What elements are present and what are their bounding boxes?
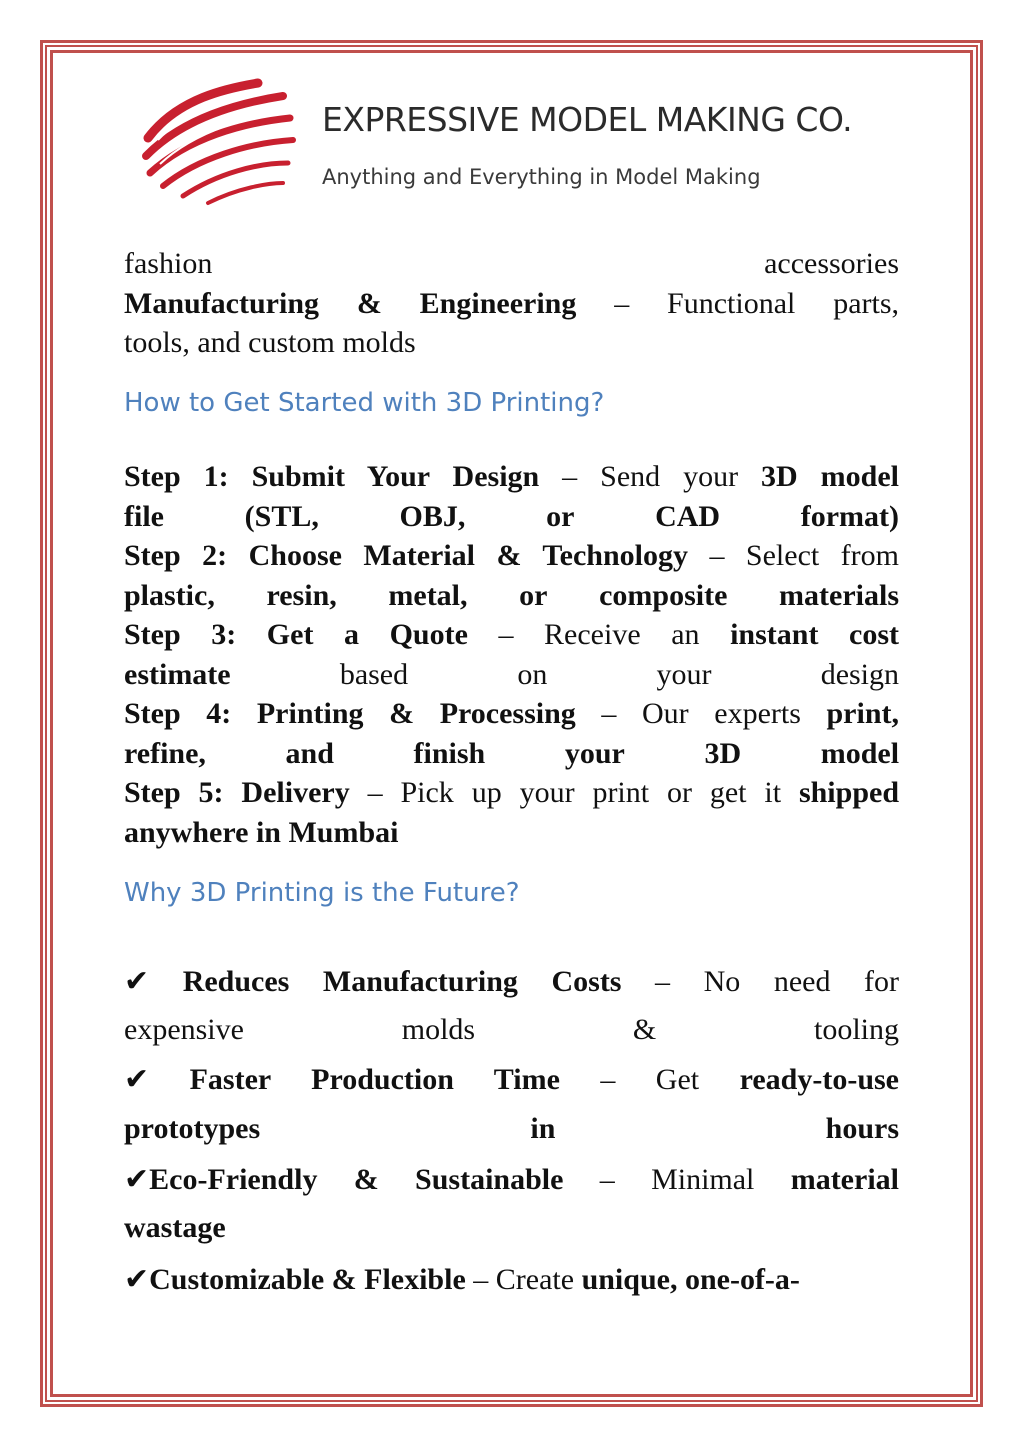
intro-line-3: tools, and custom molds	[124, 326, 416, 359]
step-3-line-1	[124, 615, 899, 655]
step-5-title: Step 5: Delivery	[124, 776, 350, 809]
step-1-line-1	[124, 457, 899, 497]
step-1-text: – Send your	[539, 460, 762, 493]
benefit-3-text: – Minimal	[563, 1163, 791, 1196]
step-5-line-2	[124, 813, 899, 853]
word: or	[519, 578, 548, 612]
word: resin,	[266, 578, 337, 612]
word: molds	[401, 1013, 476, 1046]
benefit-3-line-1	[124, 1156, 899, 1204]
word: based	[339, 657, 409, 691]
brand-logo-icon	[138, 78, 298, 208]
heading-get-started: How to Get Started with 3D Printing?	[124, 388, 605, 418]
step-3-title: Step 3: Get a Quote	[124, 618, 468, 651]
benefit-1-line-2	[124, 1006, 899, 1056]
brand-name: EXPRESSIVE MODEL MAKING CO.	[322, 100, 853, 139]
step-3-line-2	[124, 655, 899, 695]
check-icon: ✔	[124, 1062, 150, 1097]
word: file	[124, 499, 164, 533]
benefit-2-text: – Get	[559, 1063, 740, 1096]
word: model	[820, 736, 899, 770]
word: 3D	[704, 736, 742, 770]
intro-line-1	[124, 244, 899, 284]
heading-future: Why 3D Printing is the Future?	[124, 878, 520, 908]
benefit-2-line-2	[124, 1105, 899, 1156]
step-1-title: Step 1: Submit Your Design	[124, 460, 540, 493]
steps-block	[124, 457, 899, 852]
step-2-title: Step 2: Choose Material & Technology	[124, 539, 688, 572]
intro-word: accessories	[764, 247, 899, 280]
benefit-4-text: – Create	[465, 1263, 582, 1296]
benefit-2-bold: ready-to-use	[739, 1063, 899, 1096]
word: expensive	[124, 1013, 244, 1046]
benefit-3-line-2	[124, 1204, 899, 1256]
intro-block	[124, 244, 899, 363]
word: hours	[825, 1112, 899, 1145]
word: and	[285, 736, 334, 770]
intro-mfg-title: Manufacturing & Engineering	[124, 286, 577, 320]
word: metal,	[388, 578, 468, 612]
benefit-1-line-1	[124, 958, 899, 1006]
word: or	[546, 499, 575, 533]
word: refine,	[124, 736, 206, 770]
word: &	[632, 1013, 657, 1046]
step-4-line-2	[124, 734, 899, 774]
step-3-text: – Receive an	[467, 618, 731, 651]
word: on	[517, 657, 548, 691]
step-5-line-1	[124, 773, 899, 813]
step-4-title: Step 4: Printing & Processing	[124, 697, 576, 730]
benefit-2-title: Faster Production Time	[189, 1063, 560, 1096]
step-5-line-2-text: anywhere in Mumbai	[124, 815, 399, 849]
brand-tagline: Anything and Everything in Model Making	[322, 165, 761, 189]
word: (STL,	[244, 499, 319, 533]
word: CAD	[655, 499, 721, 533]
step-4-bold: print,	[826, 697, 899, 730]
benefit-4-bold: unique, one-of-a-	[581, 1263, 800, 1296]
step-3-bold: instant cost	[730, 618, 899, 651]
benefit-1-text: – No need for	[621, 965, 899, 998]
check-icon: ✔	[124, 964, 150, 999]
step-5-text: – Pick up your print or get it	[349, 776, 799, 809]
word: OBJ,	[399, 499, 466, 533]
word: design	[820, 657, 899, 691]
word: composite	[599, 578, 728, 612]
step-1-bold: 3D model	[761, 460, 899, 493]
benefits-block	[124, 958, 899, 1304]
word: prototypes	[124, 1112, 261, 1145]
word: in	[530, 1112, 556, 1145]
intro-line-2	[124, 284, 899, 324]
word: plastic,	[124, 578, 215, 612]
intro-word: fashion	[124, 247, 213, 280]
benefit-2-line-1	[124, 1056, 899, 1105]
check-icon: ✔	[124, 1162, 150, 1197]
step-1-line-2	[124, 497, 899, 537]
word: your	[564, 736, 625, 770]
word: format)	[800, 499, 899, 533]
step-2-text: – Select from	[687, 539, 899, 572]
benefit-1-title: Reduces Manufacturing Costs	[182, 965, 622, 998]
word: your	[656, 657, 712, 691]
benefit-3-title: Eco-Friendly & Sustainable	[149, 1163, 564, 1196]
word: tooling	[814, 1013, 899, 1046]
word: estimate	[124, 657, 231, 691]
step-5-bold: shipped	[798, 776, 899, 809]
check-icon: ✔	[124, 1262, 150, 1297]
benefit-3-line-2-text: wastage	[124, 1211, 226, 1244]
intro-mfg-text: – Functional parts,	[576, 286, 899, 320]
word: finish	[413, 736, 486, 770]
benefit-4-title: Customizable & Flexible	[149, 1263, 466, 1296]
step-4-text: – Our experts	[575, 697, 827, 730]
step-2-line-1	[124, 536, 899, 576]
benefit-3-bold: material	[790, 1163, 899, 1196]
benefit-4-line-1	[124, 1256, 899, 1304]
word: materials	[779, 578, 899, 612]
step-4-line-1	[124, 694, 899, 734]
step-2-line-2	[124, 576, 899, 616]
